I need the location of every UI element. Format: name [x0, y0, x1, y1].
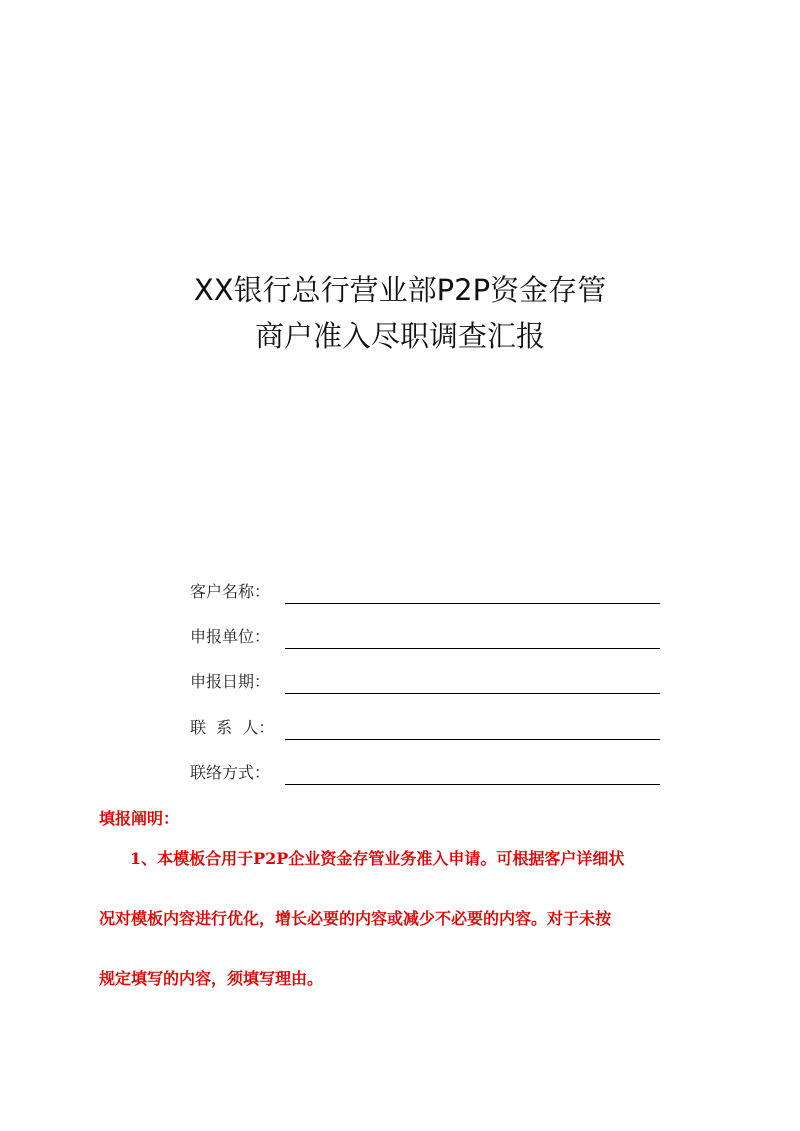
filling-instructions-line-3: 规定填写的内容，须填写理由。	[99, 969, 324, 988]
field-customer-name	[190, 580, 660, 608]
field-reporting-date	[190, 670, 660, 698]
fill-in-line[interactable]	[285, 739, 660, 740]
field-label: 申报单位：	[190, 627, 271, 646]
field-label: 联络方式：	[190, 763, 271, 782]
field-label: 申报日期：	[190, 672, 271, 691]
fill-in-line[interactable]	[285, 603, 660, 604]
fill-in-line[interactable]	[285, 784, 660, 785]
filling-instructions-heading: 填报阐明：	[99, 809, 180, 828]
document-title-line-2: 商户准入尽职调查汇报	[254, 319, 545, 353]
field-reporting-unit	[190, 625, 660, 653]
document-title-line-1: XX银行总行营业部P2P资金存管	[193, 273, 607, 307]
filling-instructions-line-2: 况对模板内容进行优化，增长必要的内容或减少不必要的内容。对于未按	[99, 909, 612, 928]
filling-instructions-line-1: 1、本模板合用于P2P企业资金存管业务准入申请。可根据客户详细状	[130, 849, 625, 868]
field-contact-method	[190, 761, 660, 789]
field-contact-person	[190, 716, 660, 744]
fill-in-line[interactable]	[285, 648, 660, 649]
field-label: 联 系 人：	[190, 718, 275, 737]
fill-in-line[interactable]	[285, 693, 660, 694]
field-label: 客户名称：	[190, 582, 271, 601]
